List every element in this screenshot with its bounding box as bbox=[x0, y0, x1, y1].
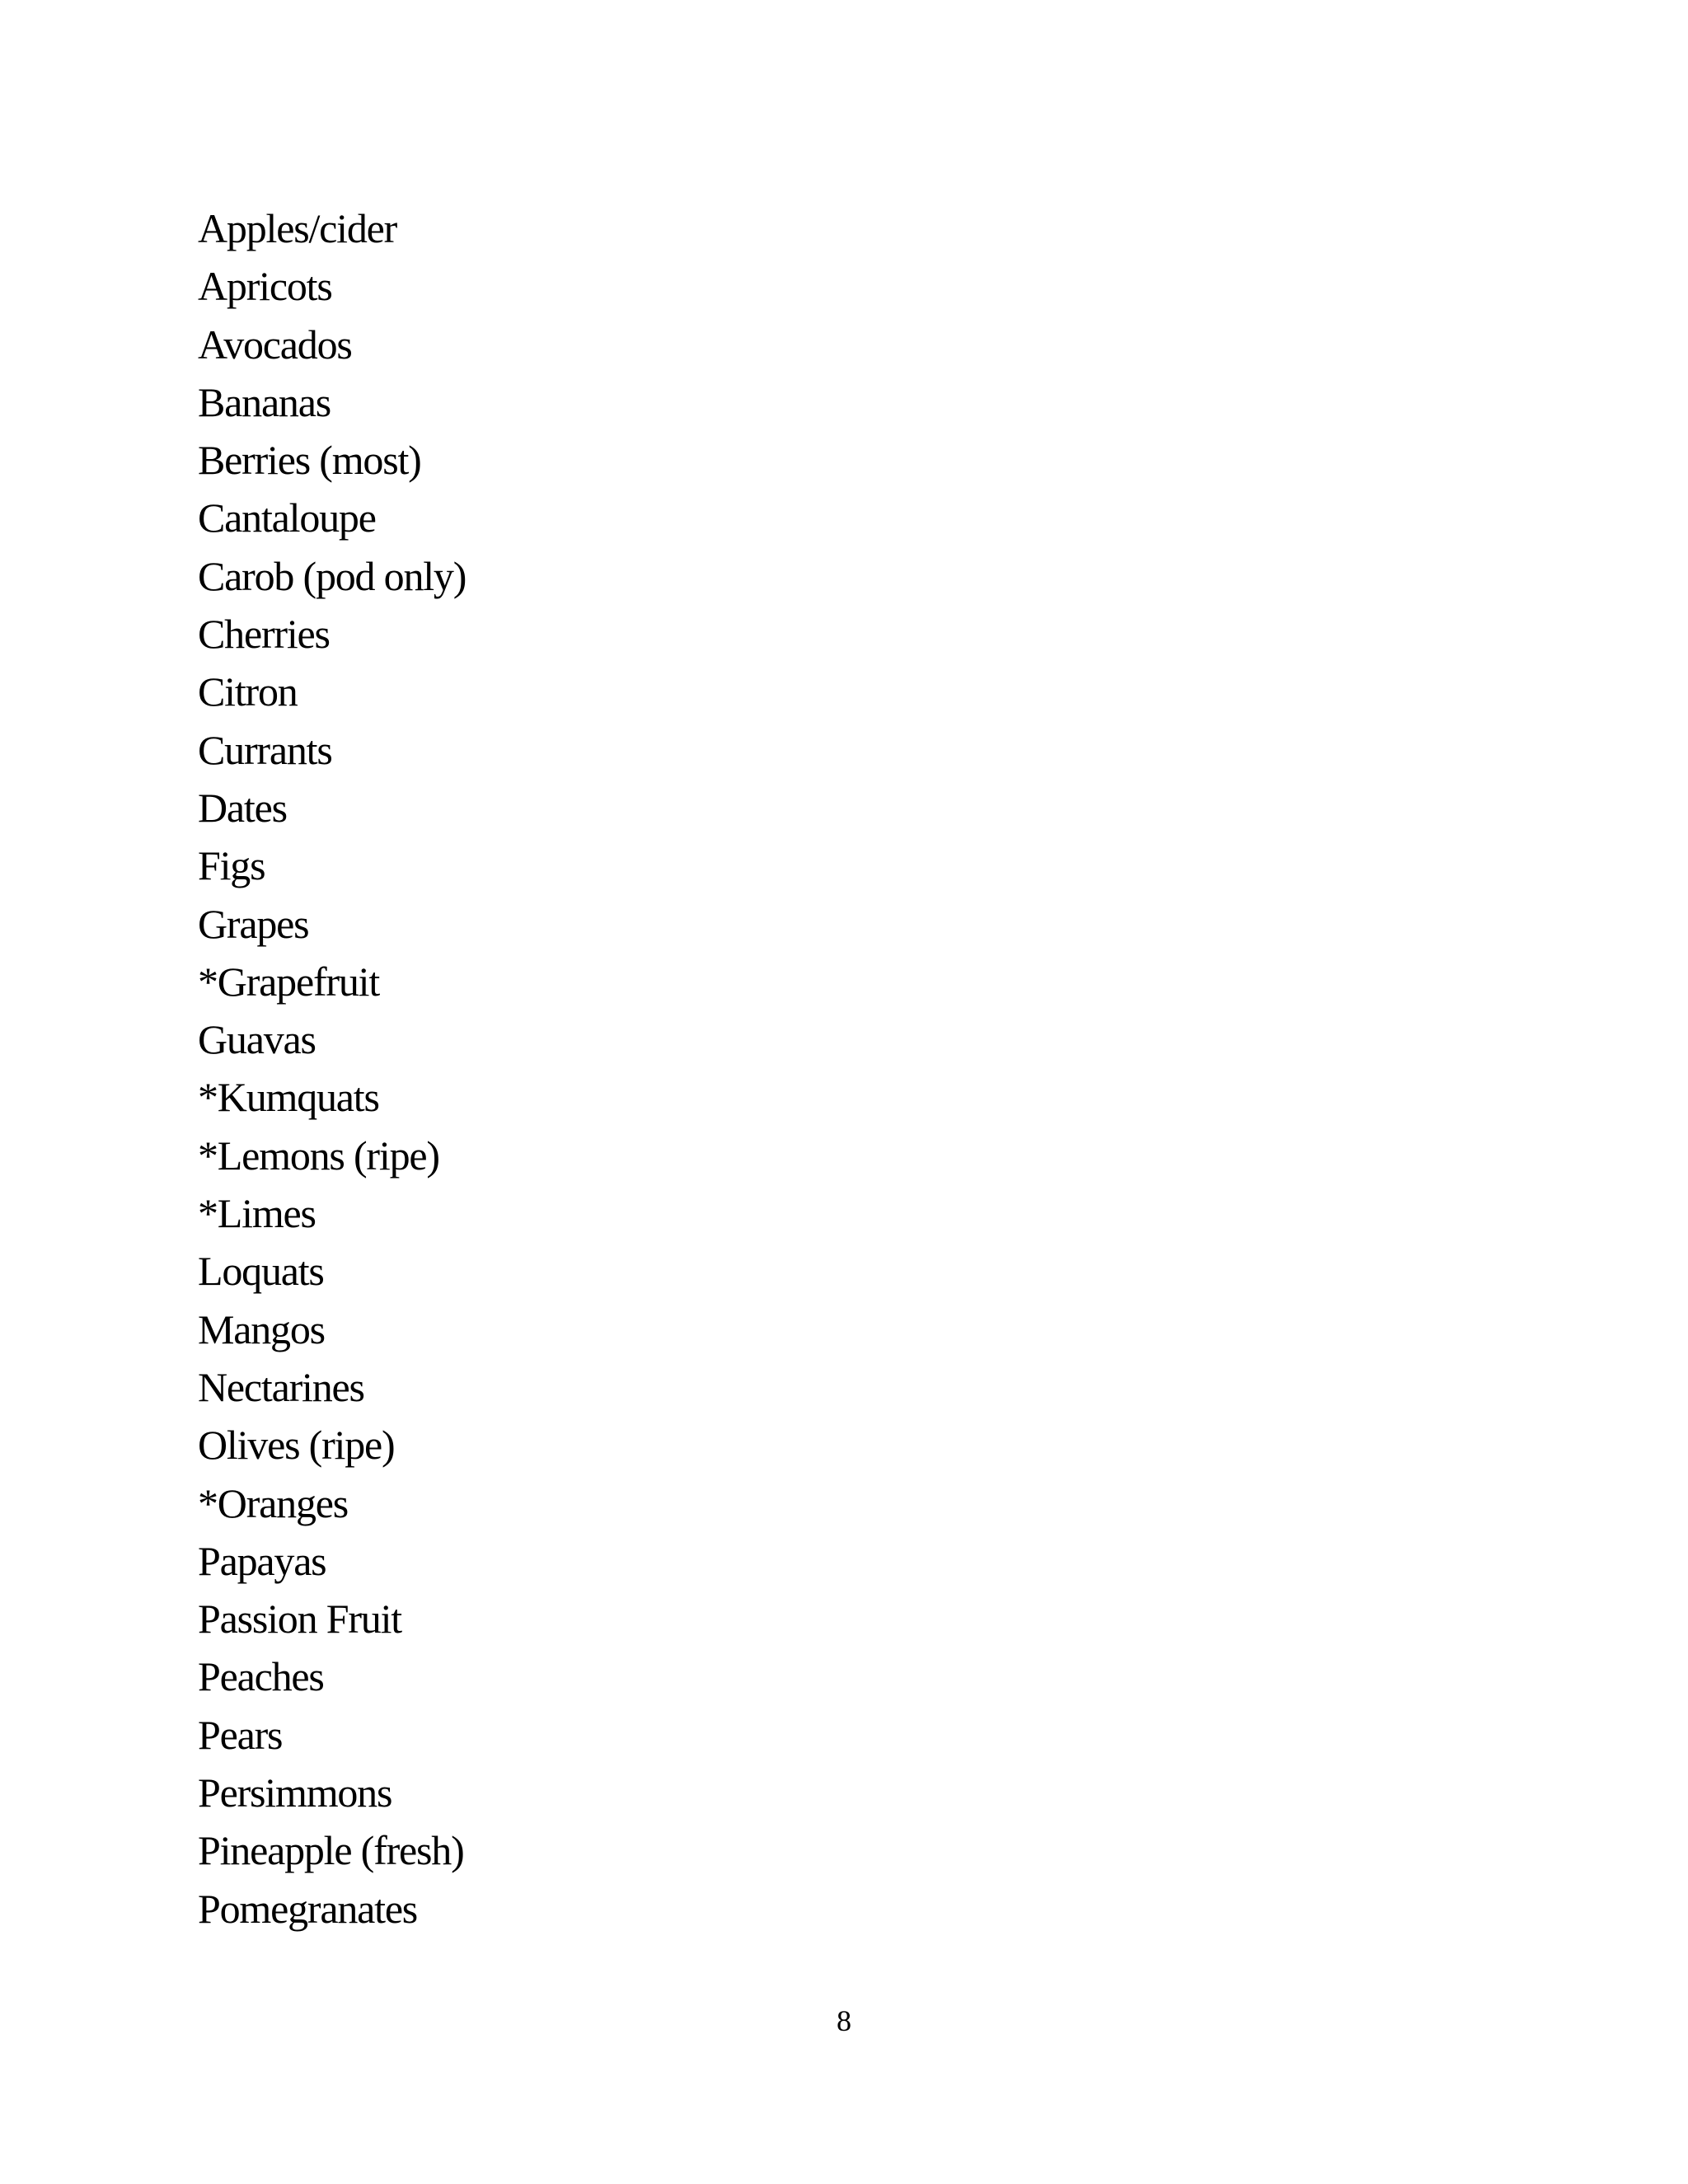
list-item: Olives (ripe) bbox=[198, 1422, 395, 1469]
list-item: *Grapefruit bbox=[198, 958, 380, 1005]
list-item: Apples/cider bbox=[198, 205, 397, 251]
fruit-list bbox=[198, 199, 466, 1938]
list-item: Apricots bbox=[198, 263, 332, 310]
list-item: Nectarines bbox=[198, 1363, 364, 1410]
list-item: Passion Fruit bbox=[198, 1596, 401, 1643]
list-item: Pears bbox=[198, 1711, 283, 1758]
list-item: Peaches bbox=[198, 1653, 324, 1700]
list-item: Persimmons bbox=[198, 1769, 392, 1816]
list-item: Dates bbox=[198, 784, 287, 831]
list-item: Cherries bbox=[198, 611, 330, 658]
list-item: Grapes bbox=[198, 900, 309, 947]
list-item: *Kumquats bbox=[198, 1074, 379, 1121]
page-number: 8 bbox=[837, 2004, 851, 2037]
list-item: Papayas bbox=[198, 1537, 326, 1584]
list-item: Figs bbox=[198, 842, 265, 889]
list-item: Pomegranates bbox=[198, 1885, 418, 1932]
list-item: Carob (pod only) bbox=[198, 552, 467, 599]
list-item: Berries (most) bbox=[198, 437, 421, 484]
list-item: Mangos bbox=[198, 1305, 325, 1352]
list-item: Citron bbox=[198, 668, 298, 715]
list-item: Cantaloupe bbox=[198, 494, 376, 541]
list-item: Avocados bbox=[198, 321, 352, 368]
list-item: *Limes bbox=[198, 1190, 316, 1237]
list-item: Bananas bbox=[198, 378, 331, 425]
list-item: Guavas bbox=[198, 1016, 316, 1063]
list-item: Pineapple (fresh) bbox=[198, 1827, 464, 1874]
list-item: Currants bbox=[198, 726, 332, 773]
list-item: *Lemons (ripe) bbox=[198, 1132, 439, 1179]
list-item: *Oranges bbox=[198, 1479, 349, 1526]
list-item: Loquats bbox=[198, 1248, 324, 1295]
